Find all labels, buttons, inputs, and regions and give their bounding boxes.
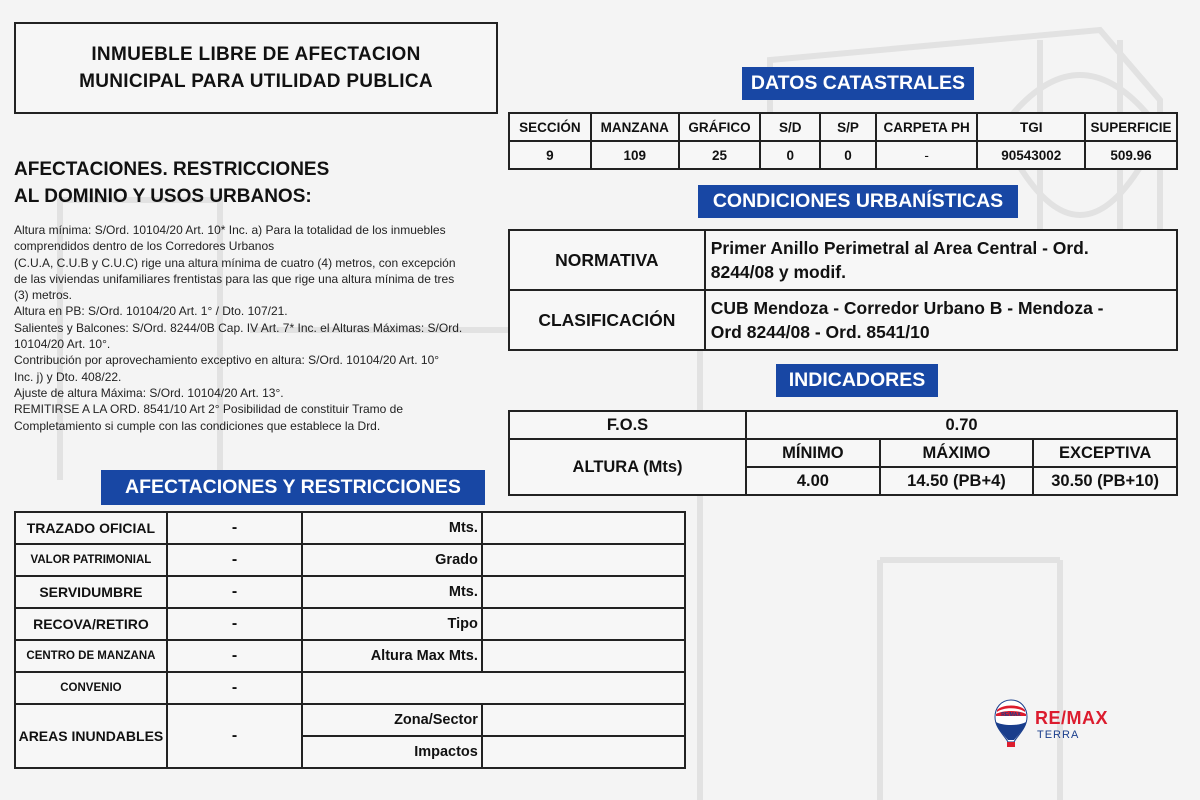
value-maximo: 14.50 (PB+4)	[880, 467, 1034, 495]
fos-value: 0.70	[746, 411, 1177, 439]
header-maximo: MÁXIMO	[880, 439, 1034, 467]
value-seccion: 9	[509, 141, 591, 169]
value-exceptiva: 30.50 (PB+10)	[1033, 467, 1177, 495]
condiciones-banner: CONDICIONES URBANÍSTICAS	[698, 185, 1018, 218]
normativa-line-1: Primer Anillo Perimetral al Area Central - Ord.	[710, 238, 1089, 258]
table-row	[509, 439, 1177, 467]
balloon-text: RE/MAX	[1001, 712, 1021, 718]
clasificacion-value	[705, 290, 1177, 350]
value-superficie: 509.96	[1085, 141, 1177, 169]
afec-value: -	[167, 704, 302, 768]
logo-sub: TERRA	[1037, 729, 1080, 741]
normativa-line-2: 8244/08 y modif.	[710, 262, 846, 282]
afec-label: CONVENIO	[15, 672, 167, 704]
datos-catastrales-banner: DATOS CATASTRALES	[742, 67, 974, 100]
afec-value: -	[167, 544, 302, 576]
header-grafico: GRÁFICO	[679, 113, 761, 141]
afec-input-cell	[482, 608, 685, 640]
afectaciones-table	[14, 511, 686, 769]
body-line: Altura en PB: S/Ord. 10104/20 Art. 1° / Dto. 107/21.	[14, 304, 288, 319]
body-line: Salientes y Balcones: S/Ord. 8244/0B Cap. IV Art. 7* Inc. el Alturas Máximas: S/Ord.	[14, 320, 463, 335]
table-row	[15, 672, 685, 704]
header-minimo: MÍNIMO	[746, 439, 880, 467]
title-line-1: INMUEBLE LIBRE DE AFECTACION	[91, 44, 421, 65]
afec-label: AREAS INUNDABLES	[15, 704, 167, 768]
table-row	[15, 608, 685, 640]
header-carpeta-ph: CARPETA PH	[876, 113, 978, 141]
body-line: comprendidos dentro de los Corredores Urbanos	[14, 239, 275, 254]
header-exceptiva: EXCEPTIVA	[1033, 439, 1177, 467]
table-row	[509, 411, 1177, 439]
indicadores-banner: INDICADORES	[776, 364, 938, 397]
afec-value: -	[167, 672, 302, 704]
afec-label: VALOR PATRIMONIAL	[15, 544, 167, 576]
body-line: Completamiento si cumple con las condiciones que establece la Drd.	[14, 418, 381, 433]
afec-value: -	[167, 576, 302, 608]
afec-field: Zona/Sector	[302, 704, 482, 736]
afec-field: Grado	[302, 544, 482, 576]
heading-line-2: AL DOMINIO Y USOS URBANOS:	[14, 186, 312, 207]
balloon-icon	[993, 698, 1029, 748]
table-header-row	[509, 113, 1177, 141]
restricciones-body	[14, 222, 500, 434]
value-sp: 0	[820, 141, 876, 169]
body-line: (3) metros.	[14, 288, 73, 303]
table-row	[509, 290, 1177, 350]
condiciones-table	[508, 229, 1178, 351]
value-sd: 0	[760, 141, 820, 169]
table-row	[15, 544, 685, 576]
body-line: REMITIRSE A LA ORD. 8541/10 Art 2° Posibilidad de constituir Tramo de	[14, 402, 403, 417]
logo-brand: RE/MAX	[1035, 708, 1109, 728]
title-line-2: MUNICIPAL PARA UTILIDAD PUBLICA	[79, 71, 433, 92]
afec-input-cell	[482, 576, 685, 608]
afec-input-cell	[482, 640, 685, 672]
header-sp: S/P	[820, 113, 876, 141]
afec-input-cell	[482, 512, 685, 544]
heading-line-1: AFECTACIONES. RESTRICCIONES	[14, 159, 330, 180]
remax-logo	[993, 698, 1123, 748]
afec-label: SERVIDUMBRE	[15, 576, 167, 608]
body-line: de las viviendas unifamiliares frentistas para las que rige una altura mínima de tres	[14, 271, 455, 286]
value-manzana: 109	[591, 141, 679, 169]
clasificacion-line-2: Ord 8244/08 - Ord. 8541/10	[710, 322, 930, 342]
value-carpeta-ph: -	[876, 141, 978, 169]
normativa-value	[705, 230, 1177, 290]
afec-empty-cell	[302, 672, 685, 704]
table-row	[509, 230, 1177, 290]
clasificacion-line-1: CUB Mendoza - Corredor Urbano B - Mendoza -	[710, 298, 1104, 318]
afectaciones-banner: AFECTACIONES Y RESTRICCIONES	[101, 470, 485, 505]
afec-field: Mts.	[302, 512, 482, 544]
body-line: Inc. j) y Dto. 408/22.	[14, 369, 122, 384]
table-row	[15, 576, 685, 608]
value-minimo: 4.00	[746, 467, 880, 495]
afec-field: Impactos	[302, 736, 482, 768]
body-line: Contribución por aprovechamiento exceptivo en altura: S/Ord. 10104/20 Art. 10°	[14, 353, 440, 368]
header-superficie: SUPERFICIE	[1085, 113, 1177, 141]
afec-label: RECOVA/RETIRO	[15, 608, 167, 640]
fos-label: F.O.S	[509, 411, 746, 439]
header-sd: S/D	[760, 113, 820, 141]
restricciones-heading	[14, 156, 494, 210]
indicadores-table	[508, 410, 1178, 496]
normativa-label: NORMATIVA	[509, 230, 705, 290]
afec-input-cell	[482, 704, 685, 736]
body-line: Altura mínima: S/Ord. 10104/20 Art. 10* Inc. a) Para la totalidad de los inmuebles	[14, 223, 446, 237]
body-line: 10104/20 Art. 10°.	[14, 337, 111, 352]
afec-value: -	[167, 512, 302, 544]
table-row	[509, 141, 1177, 169]
afec-field: Altura Max Mts.	[302, 640, 482, 672]
afec-label: CENTRO DE MANZANA	[15, 640, 167, 672]
afec-label: TRAZADO OFICIAL	[15, 512, 167, 544]
afec-input-cell	[482, 544, 685, 576]
table-row	[15, 640, 685, 672]
afec-value: -	[167, 640, 302, 672]
datos-catastrales-table	[508, 112, 1178, 170]
header-tgi: TGI	[977, 113, 1085, 141]
header-manzana: MANZANA	[591, 113, 679, 141]
value-grafico: 25	[679, 141, 761, 169]
body-line: Ajuste de altura Máxima: S/Ord. 10104/20 Art. 13°.	[14, 385, 284, 400]
header-seccion: SECCIÓN	[509, 113, 591, 141]
afec-field: Tipo	[302, 608, 482, 640]
afec-value: -	[167, 608, 302, 640]
table-row	[15, 512, 685, 544]
clasificacion-label: CLASIFICACIÓN	[509, 290, 705, 350]
body-line: (C.U.A, C.U.B y C.U.C) rige una altura mínima de cuatro (4) metros, con excepción	[14, 255, 456, 270]
value-tgi: 90543002	[977, 141, 1085, 169]
afec-input-cell	[482, 736, 685, 768]
document-title	[14, 22, 498, 114]
afec-field: Mts.	[302, 576, 482, 608]
altura-label: ALTURA (Mts)	[509, 439, 746, 495]
table-row	[15, 704, 685, 736]
